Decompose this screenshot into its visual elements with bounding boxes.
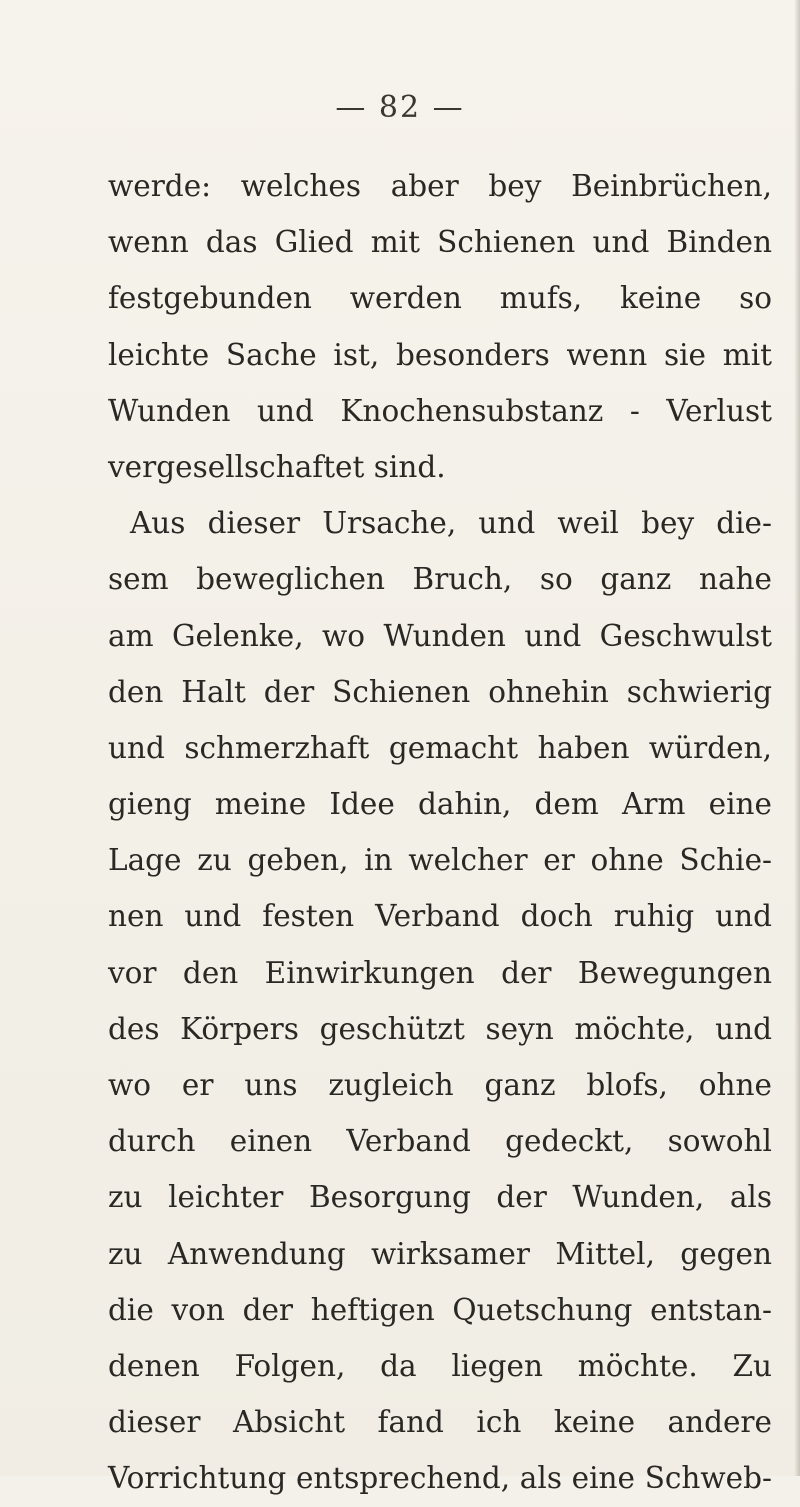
text-line: des Körpers geschützt seyn möchte, und — [108, 1011, 772, 1046]
text-line: zu Anwendung wirksamer Mittel, gegen — [108, 1236, 772, 1271]
text-line: Aus dieser Ursache, und weil bey die- — [130, 506, 772, 541]
text-line: sem beweglichen Bruch, so ganz nahe — [108, 562, 772, 597]
text-line: werde: welches aber bey Beinbrüchen, — [108, 169, 772, 203]
text-line: vor den Einwirkungen der Bewegungen — [108, 955, 772, 990]
body-text — [108, 158, 772, 1507]
text-line: Lage zu geben, in welcher er ohne Schie- — [108, 843, 772, 878]
text-line: durch einen Verband gedeckt, sowohl — [108, 1124, 772, 1159]
text-line: vergesellschaftet sind. — [108, 449, 446, 484]
text-line: festgebunden werden mufs, keine so — [108, 281, 772, 316]
text-line: leichte Sache ist, besonders wenn sie mit — [108, 337, 772, 372]
text-line: Vorrichtung entsprechend, als eine Schweb- — [108, 1461, 772, 1496]
text-line: nen und festen Verband doch ruhig und — [108, 899, 772, 934]
text-line: denen Folgen, da liegen möchte. Zu — [108, 1348, 772, 1383]
text-line: Wunden und Knochensubstanz - Verlust — [108, 393, 772, 428]
text-line: wenn das Glied mit Schienen und Binden — [108, 225, 772, 260]
text-line: die von der heftigen Quetschung entstan- — [108, 1292, 772, 1327]
text-line: und schmerzhaft gemacht haben würden, — [108, 730, 772, 765]
text-line: den Halt der Schienen ohnehin schwierig — [108, 674, 772, 709]
page-number-header: — 82 — — [335, 90, 465, 125]
text-line: wo er uns zugleich ganz blofs, ohne — [108, 1068, 772, 1102]
text-line: am Gelenke, wo Wunden und Geschwulst — [108, 618, 772, 653]
text-line: dieser Absicht fand ich keine andere — [108, 1405, 772, 1440]
text-line: gieng meine Idee dahin, dem Arm eine — [108, 787, 772, 822]
text-line: zu leichter Besorgung der Wunden, als — [108, 1180, 772, 1215]
page-edge-shadow — [794, 0, 800, 1476]
